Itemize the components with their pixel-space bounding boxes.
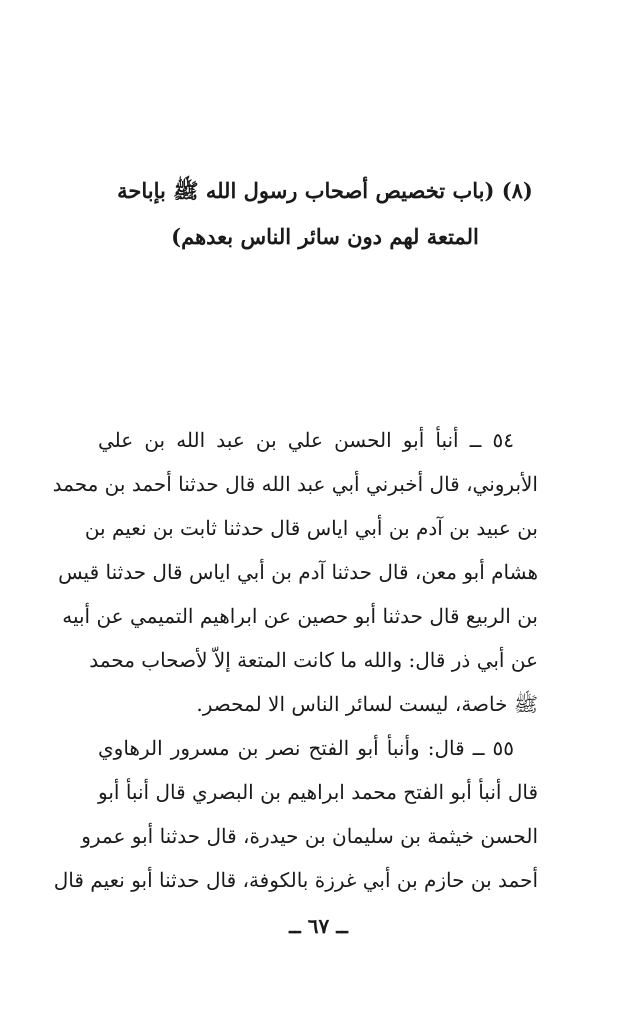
hadith-paragraph-55 <box>53 726 538 902</box>
chapter-title-line-1: (٨) (باب تخصيص أصحاب رسول الله ﷺ بإباحة <box>117 178 533 203</box>
hadith-paragraph-54 <box>52 418 538 726</box>
text-line: عن أبي ذر قال: والله ما كانت المتعة إلاّ لأصحاب محمد <box>89 648 538 672</box>
chapter-title <box>110 168 540 260</box>
text-line: بن الربيع قال حدثنا أبو حصين عن ابراهيم التميمي عن أبيه <box>62 604 538 628</box>
text-line: الحسن خيثمة بن سليمان بن حيدرة، قال حدثنا أبو عمرو <box>81 824 538 848</box>
text-line: هشام أبو معن، قال حدثنا آدم بن أبي اياس قال حدثنا قيس <box>58 560 538 584</box>
text-line: ٥٥ ــ قال: وأنبأ أبو الفتح نصر بن مسرور الرهاوي <box>98 736 514 760</box>
text-line: بن عبيد بن آدم بن أبي اياس قال حدثنا ثابت بن نعيم بن <box>84 516 538 540</box>
page-number: ــ ٦٧ ــ <box>289 914 348 938</box>
text-line: ﷺ خاصة، ليست لسائر الناس الا لمحصر. <box>196 692 538 716</box>
text-line: ٥٤ ــ أنبأ أبو الحسن علي بن عبد الله بن علي <box>98 428 514 452</box>
text-line: الأبروني، قال أخبرني أبي عبد الله قال حدثنا أحمد بن محمد <box>52 472 538 496</box>
chapter-title-line-2: المتعة لهم دون سائر الناس بعدهم) <box>171 224 479 249</box>
text-line: أحمد بن حازم بن أبي غرزة بالكوفة، قال حدثنا أبو نعيم قال <box>53 868 538 892</box>
text-line: قال أنبأ أبو الفتح محمد ابراهيم بن البصري قال أنبأ أبو <box>98 780 538 804</box>
